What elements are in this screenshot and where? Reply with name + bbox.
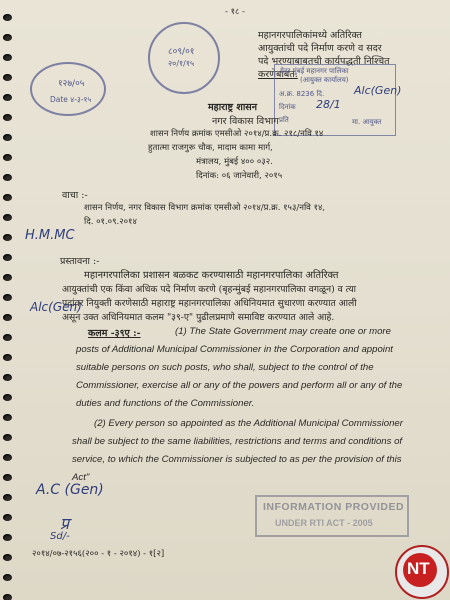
handwritten-initial: प्र <box>60 514 70 533</box>
government-title: महाराष्ट्र शासन <box>208 102 258 113</box>
binding-hole <box>3 334 12 341</box>
binding-hole <box>3 354 12 361</box>
reference-line: दि. ०१.०९.२०१४ <box>84 217 137 227</box>
office-stamp-title: ग्रेटर मुंबई महानगर पालिका <box>280 67 349 75</box>
stamp-date: २०/१/१५ <box>168 59 195 68</box>
preamble-line: आयुक्तांची एक किंवा अधिक पदे निर्माण करणे (बृहन्मुंबई महानगरपालिका वगळून) व त्या <box>62 284 357 295</box>
address-line: हुतात्मा राजगुरू चौक, मादाम कामा मार्ग, <box>148 143 273 153</box>
section-label: कलम -३९ए :- <box>88 328 141 339</box>
binding-hole <box>3 594 12 600</box>
clause-line: posts of Additional Municipal Commissioner in the Corporation and appoint <box>76 344 393 355</box>
binding-hole <box>3 134 12 141</box>
binding-hole <box>3 434 12 441</box>
binding-hole <box>3 474 12 481</box>
binding-hole <box>3 214 12 221</box>
spiral-binding <box>0 0 18 600</box>
clause-line: shall be subject to the same liabilities, restrictions and terms and conditions of <box>72 436 403 447</box>
clause-line: suitable persons on such posts, who shall, subject to the control of the <box>76 362 374 373</box>
handwritten-note: H.M.MC <box>25 228 75 243</box>
binding-hole <box>3 554 12 561</box>
binding-hole <box>3 514 12 521</box>
rti-stamp-line1: INFORMATION PROVIDED <box>263 501 405 513</box>
address-line: मंत्रालय, मुंबई ४०० ०३२. <box>196 157 273 167</box>
clause-line: Commissioner, exercise all or any of the powers and perform all or any of the <box>76 380 403 391</box>
binding-hole <box>3 454 12 461</box>
rti-stamp-line2: UNDER RTI ACT - 2005 <box>275 518 373 528</box>
clause-line: (1) The State Government may create one or more <box>175 326 391 337</box>
office-stamp-office: मा. आयुक्त <box>352 118 382 126</box>
stamp-number: १२७/०५ <box>58 79 85 89</box>
binding-hole <box>3 374 12 381</box>
binding-hole <box>3 14 12 21</box>
binding-hole <box>3 54 12 61</box>
subject-line: महानगरपालिकांमध्ये अतिरिक्त <box>258 30 362 41</box>
gr-number: शासन निर्णय क्रमांक एमसीओ २०१४/प्र.क्र. २१८/नवि १४ <box>150 129 324 139</box>
subject-line: आयुक्तांची पदे निर्माण करणे व सदर <box>258 43 382 54</box>
preamble-label: प्रस्तावना :- <box>60 256 100 267</box>
logo-text: NT <box>407 559 430 578</box>
preamble-line: असून उक्त अधिनियमात कलम "३९-ए" पुढीलप्रमाणे समाविष्ट करण्यात आले आहे. <box>62 312 335 323</box>
inward-stamp-left <box>30 62 106 116</box>
rti-stamp <box>255 495 409 537</box>
binding-hole <box>3 174 12 181</box>
preamble-line: महानगरपालिका प्रशासन बळकट करण्यासाठी महानगरपालिका अतिरिक्त <box>84 270 339 281</box>
binding-hole <box>3 34 12 41</box>
binding-hole <box>3 414 12 421</box>
binding-hole <box>3 534 12 541</box>
clause-line: service, to which the Commissioner is subjected to as per the provision of this <box>72 454 402 465</box>
binding-hole <box>3 94 12 101</box>
binding-hole <box>3 494 12 501</box>
binding-hole <box>3 314 12 321</box>
subject-line: करणेबाबत. <box>258 69 298 80</box>
binding-hole <box>3 274 12 281</box>
binding-hole <box>3 114 12 121</box>
office-stamp-date-label: दिनांक <box>279 103 296 111</box>
clause-line: (2) Every person so appointed as the Additional Municipal Commissioner <box>94 418 403 429</box>
office-stamp-to-label: प्रति <box>279 116 289 124</box>
office-stamp-sub: (आयुक्त कार्यालय) <box>300 76 349 84</box>
binding-hole <box>3 234 12 241</box>
clause-line: duties and functions of the Commissioner. <box>76 398 255 409</box>
handwritten-mark: Sd/- <box>50 531 70 542</box>
handwritten-date: 28/1 <box>316 98 341 111</box>
document-date: दिनांक: ०६ जानेवारी, २०१५ <box>196 171 283 181</box>
nagpur-today-logo <box>395 545 449 599</box>
binding-hole <box>3 194 12 201</box>
binding-hole <box>3 254 12 261</box>
subject-line: पदे भरण्याबाबतची कार्यपद्धती निश्चित <box>258 56 390 67</box>
page-number: - १८ - <box>225 7 245 17</box>
handwritten-signature: A.C (Gen) <box>36 482 104 498</box>
file-reference: २०१४/०७-२१५६(२०० - १ - २०१४) - १[२] <box>32 549 165 559</box>
department-title: नगर विकास विभाग <box>212 116 279 127</box>
binding-hole <box>3 394 12 401</box>
binding-hole <box>3 154 12 161</box>
stamp-number: ८०९/०१ <box>168 47 195 57</box>
handwritten-inward: Alc(Gen) <box>354 84 402 97</box>
binding-hole <box>3 74 12 81</box>
handwritten-margin-note: Alc(Gen) <box>30 300 82 314</box>
preamble-line: पदांवर नियुक्ती करणेसाठी महाराष्ट्र महानगरपालिका अधिनियमात सुधारणा करण्यात आली <box>62 298 357 309</box>
office-stamp-inward: अ.क्र. 8236 दि. <box>279 90 325 98</box>
stamp-date: Date ४-३-१५ <box>50 95 92 104</box>
binding-hole <box>3 294 12 301</box>
reference-line: शासन निर्णय, नगर विकास विभाग क्रमांक एमसीओ २०१४/प्र.क्र. १५३/नवि १४, <box>84 203 326 213</box>
reference-label: वाचा :- <box>62 190 88 201</box>
clause-line: Act" <box>72 472 90 483</box>
binding-hole <box>3 574 12 581</box>
